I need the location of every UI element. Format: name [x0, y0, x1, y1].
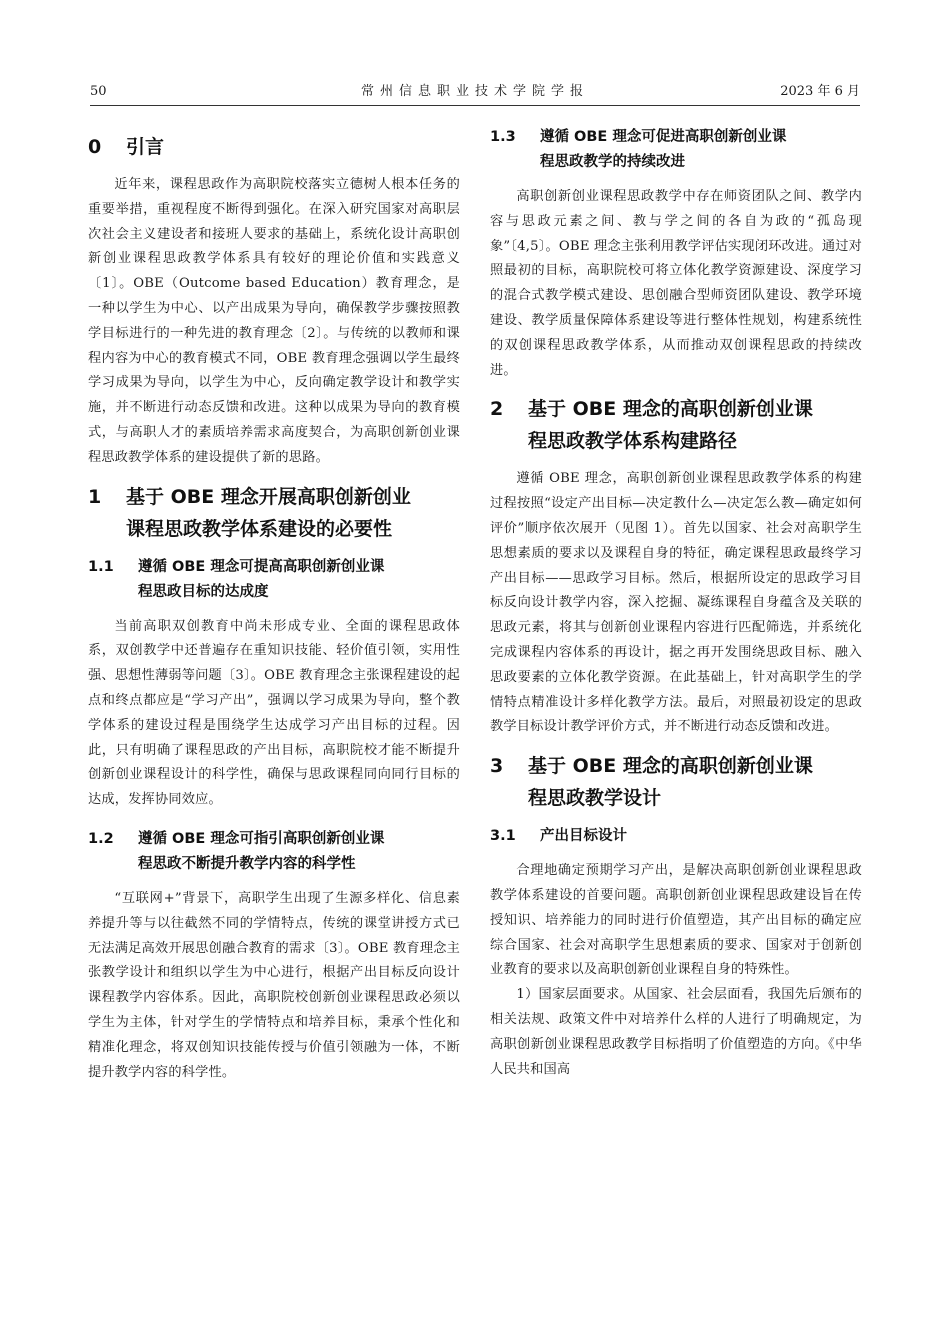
- section-1-2-paragraph: “互联网+”背景下，高职学生出现了生源多样化、信息素养提升等与以往截然不同的学情特点，传统的课堂讲授方式已无法满足高效开展思创融合教育的需求〔3〕。OBE 教育理念主张教学设计和组织以学生为中心进行，根据产出目标反向设计课程教学内容体系。因此，高职院校创新创业课程思政必须以学生为主体，针对学生的学情特点和培养目标，秉承个性化和精准化理念，将双创知识技能传授与价值引领融为一体，不断提升教学内容的科学性。: [88, 890, 460, 1080]
- section-3-1-paragraph: 合理地确定预期学习产出，是解决高职创新创业课程思政教学体系建设的首要问题。高职创新创业课程思政建设旨在传授知识、培养能力的同时进行价值塑造，其产出目标的确定应综合国家、社会对高职学生思想素质的要求、国家对于创新创业教育的要求以及高职创新创业课程自身的特殊性。: [490, 863, 862, 978]
- right-column: [490, 125, 862, 1082]
- section-1-2-title-line1: 遵循 OBE 理念可指引高职创新创业课: [138, 830, 385, 847]
- section-2-heading: [490, 393, 862, 457]
- section-1-2-heading: [88, 827, 460, 877]
- section-1-title-line2: 课程思政教学体系建设的必要性: [126, 517, 393, 540]
- section-1-3-title-line2: 程思政教学的持续改进: [540, 154, 685, 170]
- section-1-3-title-line1: 遵循 OBE 理念可促进高职创新创业课: [540, 129, 787, 145]
- left-column: [88, 125, 460, 1085]
- section-0-number: 0: [88, 136, 102, 158]
- section-1-3-number: 1.3: [490, 129, 516, 145]
- section-1-1-title-line2: 程思政目标的达成度: [138, 583, 269, 600]
- section-0-title: 引言: [126, 136, 165, 158]
- section-2-title-line1: 基于 OBE 理念的高职创新创业课: [528, 398, 813, 421]
- section-1-3-paragraph: 高职创新创业课程思政教学中存在师资团队之间、教学内容与思政元素之间、教与学之间的各自为政的“孤岛现象”〔4,5〕。OBE 理念主张利用教学评估实现闭环改进。通过对照最初的目标，高职院校可将立体化教学资源建设、深度学习的混合式教学模式建设、思创融合型师资团队建设、教学环境建设、教学质量保障体系建设等进行整体性规划，构建系统性的双创课程思政教学体系，从而推动双创课程思政的持续改进。: [490, 189, 862, 378]
- running-header: [90, 80, 860, 104]
- issue-date: 2023 年 6 月: [780, 84, 860, 99]
- section-1-number: 1: [88, 485, 102, 508]
- section-1-1-heading: [88, 555, 460, 605]
- section-3-1-heading: [490, 824, 862, 849]
- section-1-heading: [88, 481, 460, 545]
- section-1-2-title-line2: 程思政不断提升教学内容的科学性: [138, 855, 356, 872]
- section-1-1-title-line1: 遵循 OBE 理念可提高高职创新创业课: [138, 558, 385, 575]
- section-1-1-paragraph: 当前高职双创教育中尚未形成专业、全面的课程思政体系，双创教学中还普遍存在重知识技能、轻价值引领，实用性强、思想性薄弱等问题〔3〕。OBE 教育理念主张课程建设的起点和终点都应是“学习产出”，强调以学习成果为导向，整个教学体系的建设过程是围绕学生达成学习产出目标的过程。因此，只有明确了课程思政的产出目标，高职院校才能不断提升创新创业课程设计的科学性，确保与思政课程同向同行目标的达成，发挥协同效应。: [88, 618, 460, 808]
- section-1-2-number: 1.2: [88, 830, 114, 847]
- page-number: 50: [90, 84, 107, 99]
- section-3-title-line2: 程思政教学设计: [528, 787, 662, 810]
- section-1-title-line1: 基于 OBE 理念开展高职创新创业: [126, 485, 411, 508]
- section-1-1-number: 1.1: [88, 558, 114, 575]
- journal-title: 常州信息职业技术学院学报: [360, 84, 589, 99]
- section-2-number: 2: [490, 398, 504, 421]
- header-rule: [90, 105, 860, 106]
- section-2-title-line2: 程思政教学体系构建路径: [528, 430, 738, 453]
- section-1-3-heading: [490, 125, 862, 175]
- intro-paragraph: 近年来，课程思政作为高职院校落实立德树人根本任务的重要举措，重视程度不断得到强化。在深入研究国家对高职层次社会主义建设者和接班人要求的基础上，系统化设计高职创新创业课程思政教学体系具有较好的理论价值和实践意义〔1〕。OBE（Outcome based Education）教育理念，是一种以学生为中心、以产出成果为导向，确保教学步骤按照教学目标进行的一种先进的教育理念〔2〕。与传统的以教师和课程内容为中心的教育模式不同，OBE 教育理念强调以学生最终学习成果为导向，以学生为中心，反向确定教学设计和教学实施，并不断进行动态反馈和改进。这种以成果为导向的教育模式，与高职人才的素质培养需求高度契合，为高职创新创业课程思政教学体系的建设提供了新的思路。: [88, 177, 460, 465]
- section-3-heading: [490, 750, 862, 814]
- section-3-number: 3: [490, 755, 504, 778]
- section-3-title-line1: 基于 OBE 理念的高职创新创业课: [528, 755, 813, 778]
- section-3-1-number: 3.1: [490, 828, 516, 845]
- section-0-heading: [88, 131, 460, 163]
- national-requirements-paragraph: 1）国家层面要求。从国家、社会层面看，我国先后颁布的相关法规、政策文件中对培养什么样的人进行了明确规定，为高职创新创业课程思政教学目标指明了价值塑造的方向。《中华人民共和国高: [490, 987, 862, 1077]
- section-3-1-title: 产出目标设计: [540, 828, 627, 845]
- section-2-paragraph: 遵循 OBE 理念，高职创新创业课程思政教学体系的构建过程按照“设定产出目标—决定教什么—决定怎么教—确定如何评价”顺序依次展开（见图 1）。首先以国家、社会对高职学生思想素质的要求以及课程自身的特征，确定课程思政最终学习产出目标——思政学习目标。然后，根据所设定的思政学习目标反向设计教学内容，深入挖掘、凝练课程自身蕴含及关联的思政元素，将其与创新创业课程内容进行匹配筛选，并系统化完成课程内容体系的再设计，据之再开发围绕思政目标、融入思政要素的立体化教学资源。在此基础上，针对高职学生的学情特点精准设计多样化教学方法。最后，对照最初设定的思政教学目标设计教学评价方式，并不断进行动态反馈和改进。: [490, 471, 862, 735]
